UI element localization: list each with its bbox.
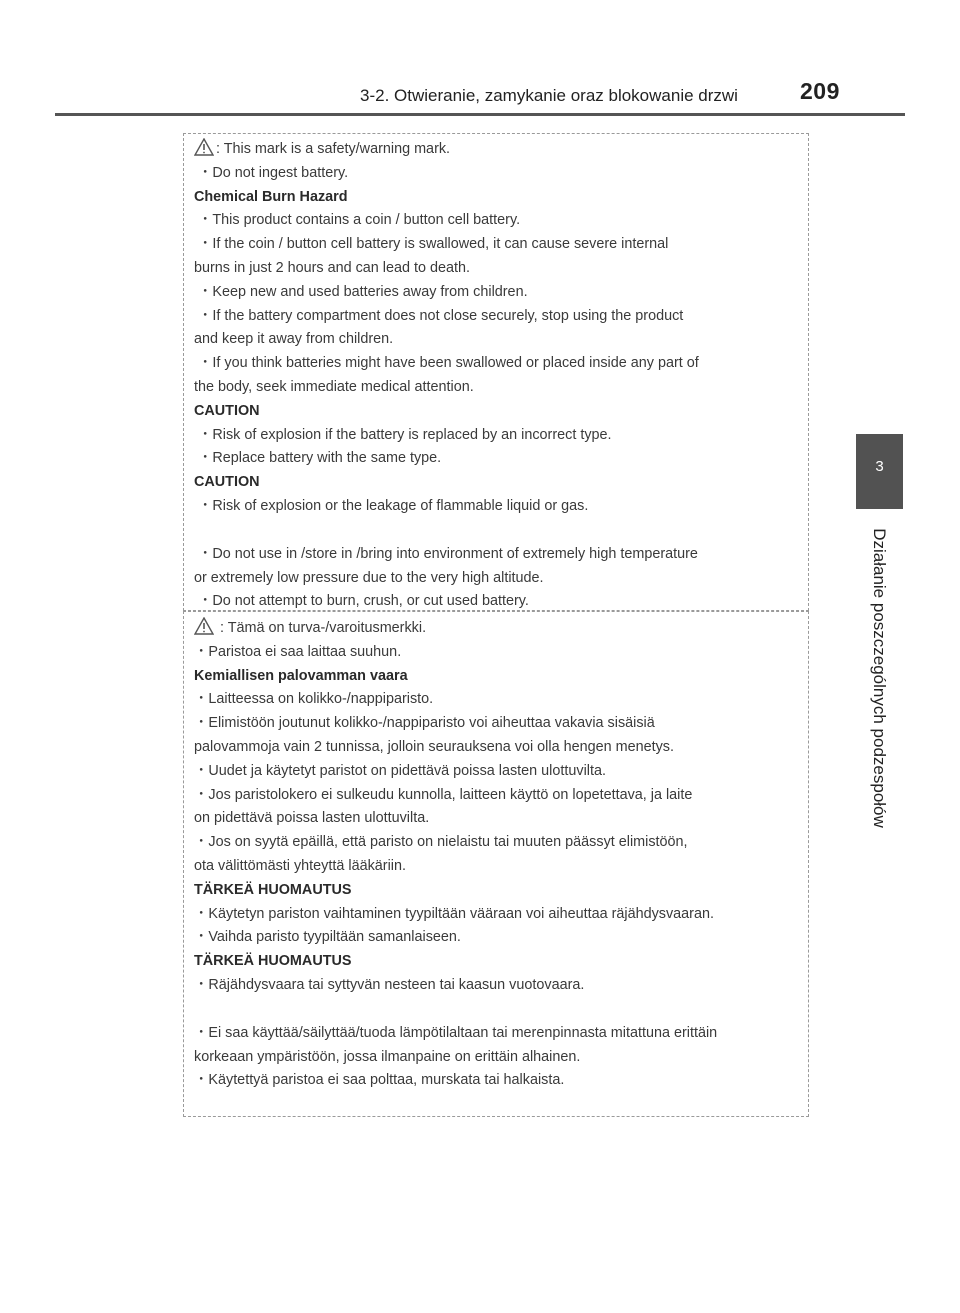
section-heading: Kemiallisen palovamman vaara <box>194 667 408 684</box>
text-line: on pidettävä poissa lasten ulottuvilta. <box>194 810 430 827</box>
text-line: ・Do not ingest battery. <box>198 164 349 181</box>
text-line: ・Do not use in /store in /bring into environment of extremely high temperature <box>198 545 698 562</box>
text-line: ota välittömästi yhteyttä lääkäriin. <box>194 857 406 874</box>
text-line: ・Käytetyn pariston vaihtaminen tyypiltään vääraan voi aiheuttaa räjähdysvaaran. <box>194 905 714 922</box>
text-line: korkeaan ympäristöön, jossa ilmanpaine on erittäin alhainen. <box>194 1048 581 1065</box>
text-line: ・Vaihda paristo tyypiltään samanlaiseen. <box>194 929 461 946</box>
text-line: ・If you think batteries might have been swallowed or placed inside any part of <box>198 355 699 372</box>
section-heading: TÄRKEÄ HUOMAUTUS <box>194 953 352 970</box>
english-warning-panel <box>183 133 809 611</box>
chapter-tab <box>856 434 903 509</box>
text-line: ・Keep new and used batteries away from children. <box>198 283 528 300</box>
chapter-label: Działanie poszczególnych podzespołów <box>870 528 889 828</box>
text-line: ・Laitteessa on kolikko-/nappiparisto. <box>194 691 434 708</box>
section-heading: CAUTION <box>194 402 260 419</box>
text-line: ・If the coin / button cell battery is swallowed, it can cause severe internal <box>198 236 669 253</box>
text-line: palovammoja vain 2 tunnissa, jolloin seurauksena voi olla hengen menetys. <box>194 738 674 755</box>
warning-mark-text: : This mark is a safety/warning mark. <box>216 141 451 157</box>
text-line: ・Ei saa käyttää/säilyttää/tuoda lämpötilaltaan tai merenpinnasta mitattuna erittäin <box>194 1024 718 1041</box>
text-line: ・Jos on syytä epäillä, että paristo on nielaistu tai muuten päässyt elimistöön, <box>194 834 688 851</box>
text-line: ・Replace battery with the same type. <box>198 450 442 467</box>
warning-triangle-icon <box>194 138 214 156</box>
warning-mark-line <box>194 617 798 641</box>
text-line: the body, seek immediate medical attention. <box>194 378 474 395</box>
text-line: ・If the battery compartment does not close securely, stop using the product <box>198 307 684 324</box>
text-line: or extremely low pressure due to the very high altitude. <box>194 569 544 586</box>
text-line: ・Jos paristolokero ei sulkeudu kunnolla, laitteen käyttö on lopetettava, ja laite <box>194 786 693 803</box>
text-line: ・Elimistöön joutunut kolikko-/nappiparisto voi aiheuttaa vakavia sisäisiä <box>194 715 655 732</box>
chapter-number: 3 <box>875 458 884 475</box>
warning-mark-line <box>194 138 798 162</box>
section-heading: CAUTION <box>194 474 260 491</box>
text-line: ・Uudet ja käytetyt paristot on pidettävä poissa lasten ulottuvilta. <box>194 762 606 779</box>
warning-mark-text: : Tämä on turva-/varoitusmerkki. <box>216 620 427 636</box>
text-line: ・Risk of explosion or the leakage of flammable liquid or gas. <box>198 497 589 514</box>
section-heading: Chemical Burn Hazard <box>194 188 348 205</box>
text-line: ・Paristoa ei saa laittaa suuhun. <box>194 643 402 660</box>
spacer <box>194 998 798 1022</box>
page-header-title: 3-2. Otwieranie, zamykanie oraz blokowanie drzwi <box>360 86 738 105</box>
text-line: and keep it away from children. <box>194 331 394 348</box>
section-heading: TÄRKEÄ HUOMAUTUS <box>194 881 352 898</box>
header-divider <box>55 113 905 116</box>
page-number: 209 <box>800 78 840 104</box>
text-line: ・Risk of explosion if the battery is replaced by an incorrect type. <box>198 426 612 443</box>
text-line: burns in just 2 hours and can lead to death. <box>194 259 471 276</box>
text-line: ・Do not attempt to burn, crush, or cut used battery. <box>198 593 529 610</box>
finnish-warning-panel <box>183 611 809 1117</box>
text-line: ・This product contains a coin / button cell battery. <box>198 212 521 229</box>
text-line: ・Käytettyä paristoa ei saa polttaa, murskata tai halkaista. <box>194 1072 565 1089</box>
text-line: ・Räjähdysvaara tai syttyvän nesteen tai kaasun vuotovaara. <box>194 976 585 993</box>
spacer <box>194 519 798 543</box>
warning-triangle-icon <box>194 617 214 635</box>
